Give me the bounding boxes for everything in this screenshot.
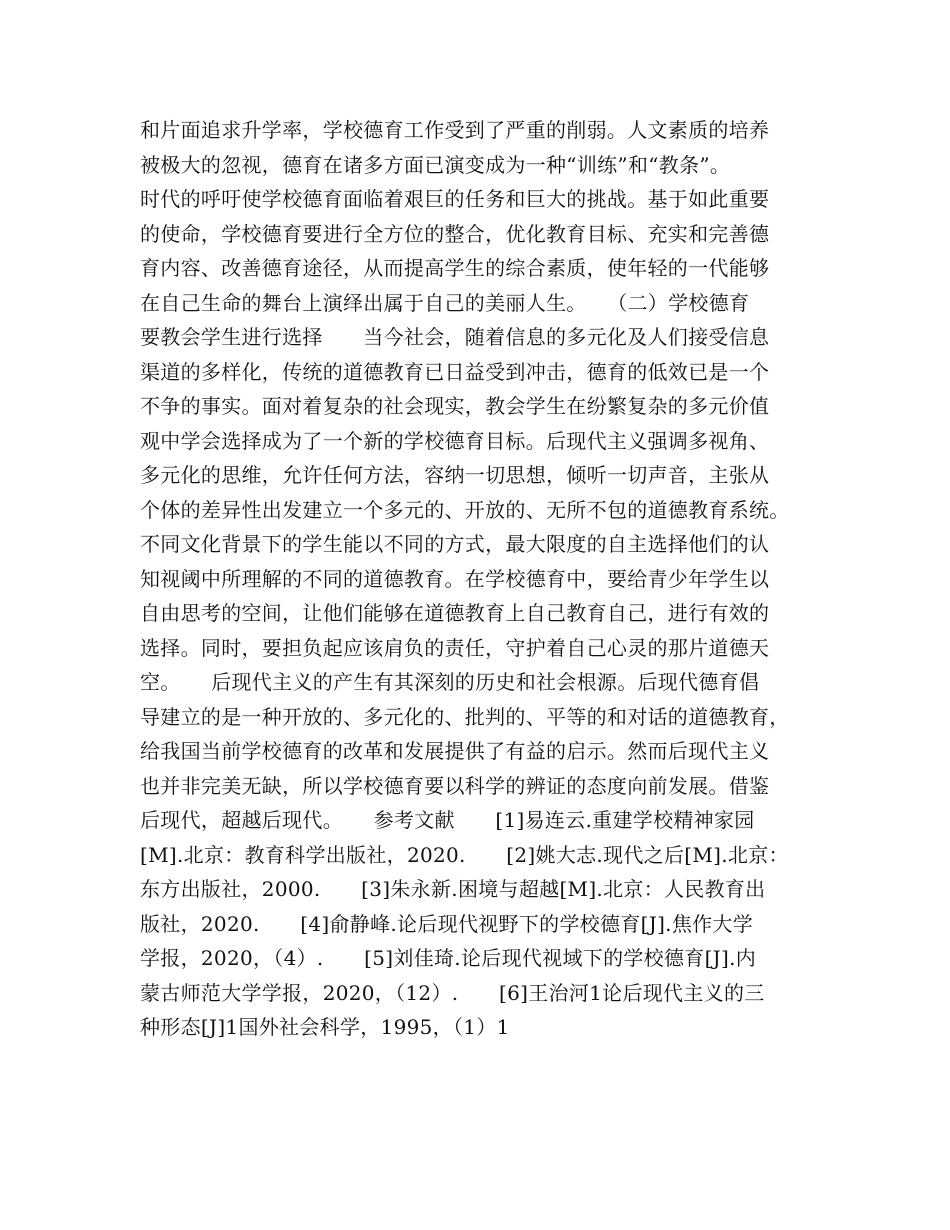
text-line: 导建立的是一种开放的、多元化的、批判的、平等的和对话的道德教育， (140, 704, 790, 729)
text-line: 渠道的多样化，传统的道德教育已日益受到冲击，德育的低效已是一个 (140, 359, 770, 384)
text-line: 和片面追求升学率，学校德育工作受到了严重的削弱。人文素质的培养 (140, 118, 770, 142)
text-line: 不同文化背景下的学生能以不同的方式，最大限度的自主选择他们的认 (140, 532, 770, 556)
text-line: [M].北京：教育科学出版社，2020. [2]姚大志.现代之后[M].北京： (140, 842, 789, 867)
text-line: 的使命，学校德育要进行全方位的整合，优化教育目标、充实和完善德 (140, 221, 770, 246)
text-line: 版社，2020. [4]俞静峰.论后现代视野下的学校德育[J].焦作大学 (140, 911, 754, 936)
text-line: 个体的差异性出发建立一个多元的、开放的、无所不包的道德教育系统。 (140, 497, 790, 522)
text-line: 在自己生命的舞台上演绎出属于自己的美丽人生。 （二）学校德育 (140, 290, 750, 315)
text-line: 东方出版社，2000. [3]朱永新.困境与超越[M].北京：人民教育出 (140, 877, 766, 901)
text-line: 给我国当前学校德育的改革和发展提供了有益的启示。然而后现代主义 (140, 739, 770, 763)
text-line: 要教会学生进行选择 当今社会，随着信息的多元化及人们接受信息 (140, 325, 770, 349)
text-line: 不争的事实。面对着复杂的社会现实，教会学生在纷繁复杂的多元价值 (140, 394, 770, 418)
body-text (140, 113, 830, 1045)
text-line: 学报，2020，（4）. [5]刘佳琦.论后现代视域下的学校德育[J].内 (140, 946, 757, 970)
text-line: 种形态[J]1国外社会科学，1995，（1）1 (140, 1015, 510, 1039)
text-line: 时代的呼吁使学校德育面临着艰巨的任务和巨大的挑战。基于如此重要 (140, 187, 770, 211)
text-line: 后现代，超越后现代。 参考文献 [1]易连云.重建学校精神家园 (140, 808, 755, 832)
text-line: 选择。同时，要担负起应该肩负的责任，守护着自己心灵的那片道德天 (140, 635, 770, 660)
text-line: 知视阈中所理解的不同的道德教育。在学校德育中，要给青少年学生以 (140, 566, 770, 591)
text-line: 多元化的思维，允许任何方法，容纳一切思想，倾听一切声音，主张从 (140, 463, 770, 487)
text-line: 育内容、改善德育途径，从而提高学生的综合素质，使年轻的一代能够 (140, 256, 770, 280)
text-line: 自由思考的空间，让他们能够在道德教育上自己教育自己，进行有效的 (140, 601, 770, 625)
text-line: 观中学会选择成为了一个新的学校德育目标。后现代主义强调多视角、 (140, 428, 770, 453)
text-line: 也并非完美无缺，所以学校德育要以科学的辨证的态度向前发展。借鉴 (140, 773, 770, 798)
text-line: 空。 后现代主义的产生有其深刻的历史和社会根源。后现代德育倡 (140, 670, 760, 694)
text-line: 蒙古师范大学学报，2020，（12）. [6]王治河1论后现代主义的三 (140, 980, 765, 1005)
text-line: 被极大的忽视，德育在诸多方面已演变成为一种“训练”和“教条”。 (140, 152, 731, 177)
